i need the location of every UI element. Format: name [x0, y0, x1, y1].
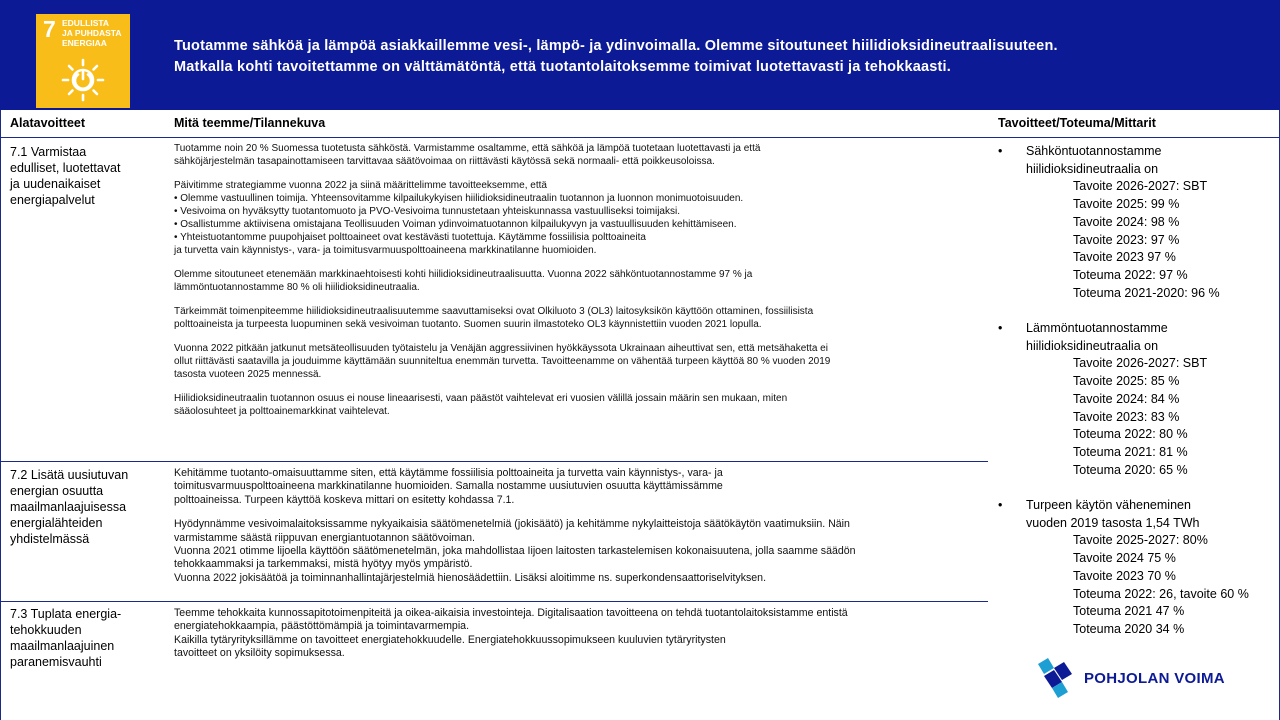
text-line: polttoaineissa. Turpeen käyttöä koskeva mittari on esitetty kohdassa 7.1. — [174, 493, 515, 506]
subgoal-line: paranemisvauhti — [10, 655, 102, 669]
metric-title: hiilidioksidineutraalia on — [1026, 161, 1159, 176]
metric-item: Tavoite 2023 70 % — [1073, 568, 1176, 583]
text-line: • Vesivoima on hyväksytty tuotantomuoto ja PVO-Vesivoima tunnustetaan yhteiskunnassa vastuulliseksi toimijaksi. — [174, 206, 680, 217]
metric-block — [998, 143, 1268, 302]
subgoal-line: energian osuutta — [10, 484, 104, 498]
text-line: ollut riittävästi saatavilla ja jouduimme käyttämään suunniteltua enemmän turvetta. Tavoitteenamme on vähentää turpeen käyttöä 80 % vuoden 2019 — [174, 356, 831, 367]
paragraph-gap — [174, 381, 974, 392]
row-divider — [0, 461, 988, 462]
text-line: polttoaineista ja turpeesta luopuminen sekä vesivoiman tuotanto. Suomen suurin ilmastoteko OL3 käynnistettiin vuoden 2021 lopulla. — [174, 319, 762, 330]
subgoal-7-1 — [10, 144, 160, 208]
metric-item: Tavoite 2026-2027: SBT — [1073, 356, 1208, 371]
metric-item: Toteuma 2022: 26, tavoite 60 % — [1073, 586, 1249, 601]
bullet: • — [998, 144, 1003, 158]
text-line: • Osallistumme aktiivisena omistajana Teollisuuden Voiman ydinvoimatuotannon kilpailukyvyn ja vastuullisuuden kehittämiseen. — [174, 219, 737, 230]
text-line: tasosta vuoteen 2025 mennessä. — [174, 369, 322, 380]
actions-text-7-3 — [174, 607, 974, 661]
text-line: Kaikilla tytäryrityksillämme on tavoitteet energiatehokkuudelle. Energiatehokkuussopimukseen kuuluvien tytäryritysten — [174, 633, 726, 646]
metric-item: Tavoite 2024 75 % — [1073, 551, 1176, 566]
metric-item: Toteuma 2022: 80 % — [1073, 427, 1188, 442]
metric-title: Sähköntuotannostamme — [1026, 144, 1162, 158]
text-line: varmistamme säästä riippuvan energiantuotannon säätövoiman. — [174, 531, 475, 544]
metric-item: Toteuma 2020 34 % — [1073, 621, 1185, 636]
actions-text-7-1 — [174, 142, 974, 418]
subgoal-line: energiapalvelut — [10, 193, 95, 207]
paragraph-gap — [174, 257, 974, 268]
metric-item: Tavoite 2023: 97 % — [1073, 232, 1180, 247]
metric-item: Toteuma 2021-2020: 96 % — [1073, 285, 1220, 300]
row-divider — [0, 601, 988, 602]
text-line: lämmöntuotannostamme 80 % oli hiilidioksidineutraalia. — [174, 282, 420, 293]
sdg-title — [62, 18, 128, 48]
metric-item: Tavoite 2023: 83 % — [1073, 409, 1180, 424]
metric-item: Toteuma 2021: 81 % — [1073, 444, 1188, 459]
sdg-title-line: EDULLISTA — [62, 18, 110, 28]
text-line: sääolosuhteet ja polttoainemarkkinat vaihtelevat. — [174, 406, 390, 417]
column-header-targets: Tavoitteet/Toteuma/Mittarit — [998, 116, 1156, 130]
metric-block — [998, 497, 1268, 639]
text-line: sähköjärjestelmän tasapainottamiseen tarvittavaa säätövoimaa on riittävästi käytössä sekä normaali- että poikkeusoloissa. — [174, 156, 715, 167]
text-line: Tuotamme noin 20 % Suomessa tuotetusta sähköstä. Varmistamme osaltamme, että sähköä ja lämpöä tuotetaan luotettavasti ja että — [174, 143, 761, 154]
metric-item: Tavoite 2024: 84 % — [1073, 391, 1180, 406]
subgoal-line: energialähteiden — [10, 516, 103, 530]
paragraph-gap — [174, 507, 974, 518]
text-line: Päivitimme strategiamme vuonna 2022 ja siinä määrittelimme tavoitteeksemme, että — [174, 180, 547, 191]
paragraph-gap — [174, 168, 974, 179]
text-line: • Yhteistuotantomme puupohjaiset polttoaineet ovat kestävästi tuotettuja. Käytämme fossiilisia polttoaineita — [174, 232, 646, 243]
header-divider — [0, 137, 1280, 138]
subgoal-line: edulliset, luotettavat — [10, 161, 121, 175]
text-line: Kehitämme tuotanto-omaisuuttamme siten, että käytämme fossiilisia polttoaineita ja turvetta vain käynnistys-, vara- ja — [174, 467, 723, 479]
metric-item: Toteuma 2020: 65 % — [1073, 462, 1188, 477]
sdg-number: 7 — [43, 16, 56, 42]
bullet: • — [998, 321, 1003, 336]
logo-text: POHJOLAN VOIMA — [1084, 670, 1225, 687]
metric-item: Toteuma 2022: 97 % — [1073, 267, 1188, 282]
metric-title: hiilidioksidineutraalia on — [1026, 338, 1159, 353]
metrics-list — [998, 143, 1268, 639]
subgoal-line: ja uudenaikaiset — [10, 177, 101, 191]
text-line: Olemme sitoutuneet etenemään markkinaehtoisesti kohti hiilidioksidineutraalisuutta. Vuonna 2022 sähköntuotannostamme 97 % ja — [174, 269, 753, 280]
metric-title: Lämmöntuotannostamme — [1026, 321, 1168, 336]
subgoal-line: 7.1 Varmistaa — [10, 145, 87, 159]
sdg-title-line: JA PUHDASTA — [62, 28, 122, 38]
text-line: ja turvetta vain käynnistys-, vara- ja toimitusvarmuuspolttoaineena markkinatilanne huomioiden. — [174, 245, 597, 256]
text-line: Hyödynnämme vesivoimalaitoksissamme nykyaikaisia säätömenetelmiä (jokisäätö) ja kehitämme nykylaitteistoja säätökäytön vaatimuksiin. Näin — [174, 518, 850, 531]
subgoal-line: 7.3 Tuplata energia- — [10, 607, 122, 621]
text-line: energiatehokkaampia, päästöttömämpiä ja toimintavarmempia. — [174, 620, 470, 633]
text-line: Hiilidioksidineutraalin tuotannon osuus ei nouse lineaarisesti, vaan päästöt vaihtelevat eri vuosien välillä jossain määrin sen mukaan, miten — [174, 393, 788, 404]
subgoal-line: tehokkuuden — [10, 623, 82, 637]
header-line: Matkalla kohti tavoitettamme on välttämätöntä, että tuotantolaitoksemme toimivat luotettavasti ja tehokkaasti. — [174, 59, 951, 75]
metric-item: Tavoite 2025: 99 % — [1073, 197, 1180, 212]
column-header-actions: Mitä teemme/Tilannekuva — [174, 116, 326, 130]
header-intro-text — [174, 36, 1204, 78]
subgoal-7-3 — [10, 606, 160, 670]
metric-item: Toteuma 2021 47 % — [1073, 604, 1185, 619]
subgoal-line: maailmanlaajuinen — [10, 639, 115, 653]
text-line: Vuonna 2022 pitkään jatkunut metsäteollisuuden työtaistelu ja Venäjän aggressiivinen hyökkäyssota Ukrainaan aiheuttivat sen, että metsähaketta ei — [174, 343, 828, 354]
spacer — [998, 302, 1268, 320]
subgoal-7-2 — [10, 467, 160, 547]
text-line: toimitusvarmuuspolttoaineena markkinatilanne huomioiden. Samalla nostamme uusiutuvien osuutta käyttämissämme — [174, 480, 723, 493]
sdg-7-badge — [36, 14, 130, 108]
column-header-subgoals: Alatavoitteet — [10, 116, 86, 130]
spacer — [998, 479, 1268, 497]
actions-text-7-2 — [174, 467, 974, 585]
pohjolan-voima-logo — [1034, 656, 1234, 700]
text-line: tehokkaammaksi ja tarkemmaksi, mistä hyötyy myös ympäristö. — [174, 558, 473, 571]
metric-item: Tavoite 2025: 85 % — [1073, 374, 1180, 389]
paragraph-gap — [174, 294, 974, 305]
bullet: • — [998, 498, 1003, 513]
subgoal-line: 7.2 Lisätä uusiutuvan — [10, 468, 129, 482]
header-banner — [0, 0, 1280, 110]
text-line: Teemme tehokkaita kunnossapitotoimenpiteitä ja oikea-aikaisia investointeja. Digitalisaation tavoitteena on tehdä tuotantolaitoksistamme entistä — [174, 607, 848, 619]
text-line: Vuonna 2021 otimme lijoella käyttöön säätömenetelmän, joka mahdollistaa Iijoen laitosten tarkastelemisen kokonaisuutena, jolla saamme säädön — [174, 545, 856, 558]
metric-item: Tavoite 2024: 98 % — [1073, 214, 1180, 229]
paragraph-gap — [174, 331, 974, 342]
text-line: tavoitteet on yksilöity sopimuksessa. — [174, 647, 345, 660]
header-line: Tuotamme sähköä ja lämpöä asiakkaillemme vesi-, lämpö- ja ydinvoimalla. Olemme sitoutuneet hiilidioksidineutraalisuuteen. — [174, 38, 1058, 54]
metric-title: vuoden 2019 tasosta 1,54 TWh — [1026, 515, 1200, 530]
metric-item: Tavoite 2023 97 % — [1073, 250, 1176, 265]
text-line: Vuonna 2022 jokisäätöä ja toiminnanhallintajärjestelmiä hienosäädettiin. Lisäksi aloitimme ns. superkondensaattoriselvityksen. — [174, 571, 767, 584]
sun-power-icon — [61, 58, 105, 102]
subgoal-line: maailmanlaajuisessa — [10, 500, 127, 514]
metric-title: Turpeen käytön väheneminen — [1026, 498, 1191, 513]
pohjolan-voima-logo-icon — [1034, 656, 1076, 698]
text-line: • Olemme vastuullinen toimija. Yhteensovitamme kilpailukykyisen hiilidioksidineutraalin tuotannon ja luonnon monimuotoisuuden. — [174, 193, 744, 204]
text-line: Tärkeimmät toimenpiteemme hiilidioksidineutraalisuutemme saavuttamiseksi ovat Olkiluoto 3 (OL3) laitosyksikön käyttöön ottaminen, fossiilisista — [174, 306, 814, 317]
table-border-left — [0, 110, 1, 720]
metric-block — [998, 320, 1268, 479]
sdg-title-line: ENERGIAA — [62, 38, 107, 48]
metric-item: Tavoite 2025-2027: 80% — [1073, 533, 1208, 548]
metric-item: Tavoite 2026-2027: SBT — [1073, 179, 1208, 194]
subgoal-line: yhdistelmässä — [10, 532, 90, 546]
